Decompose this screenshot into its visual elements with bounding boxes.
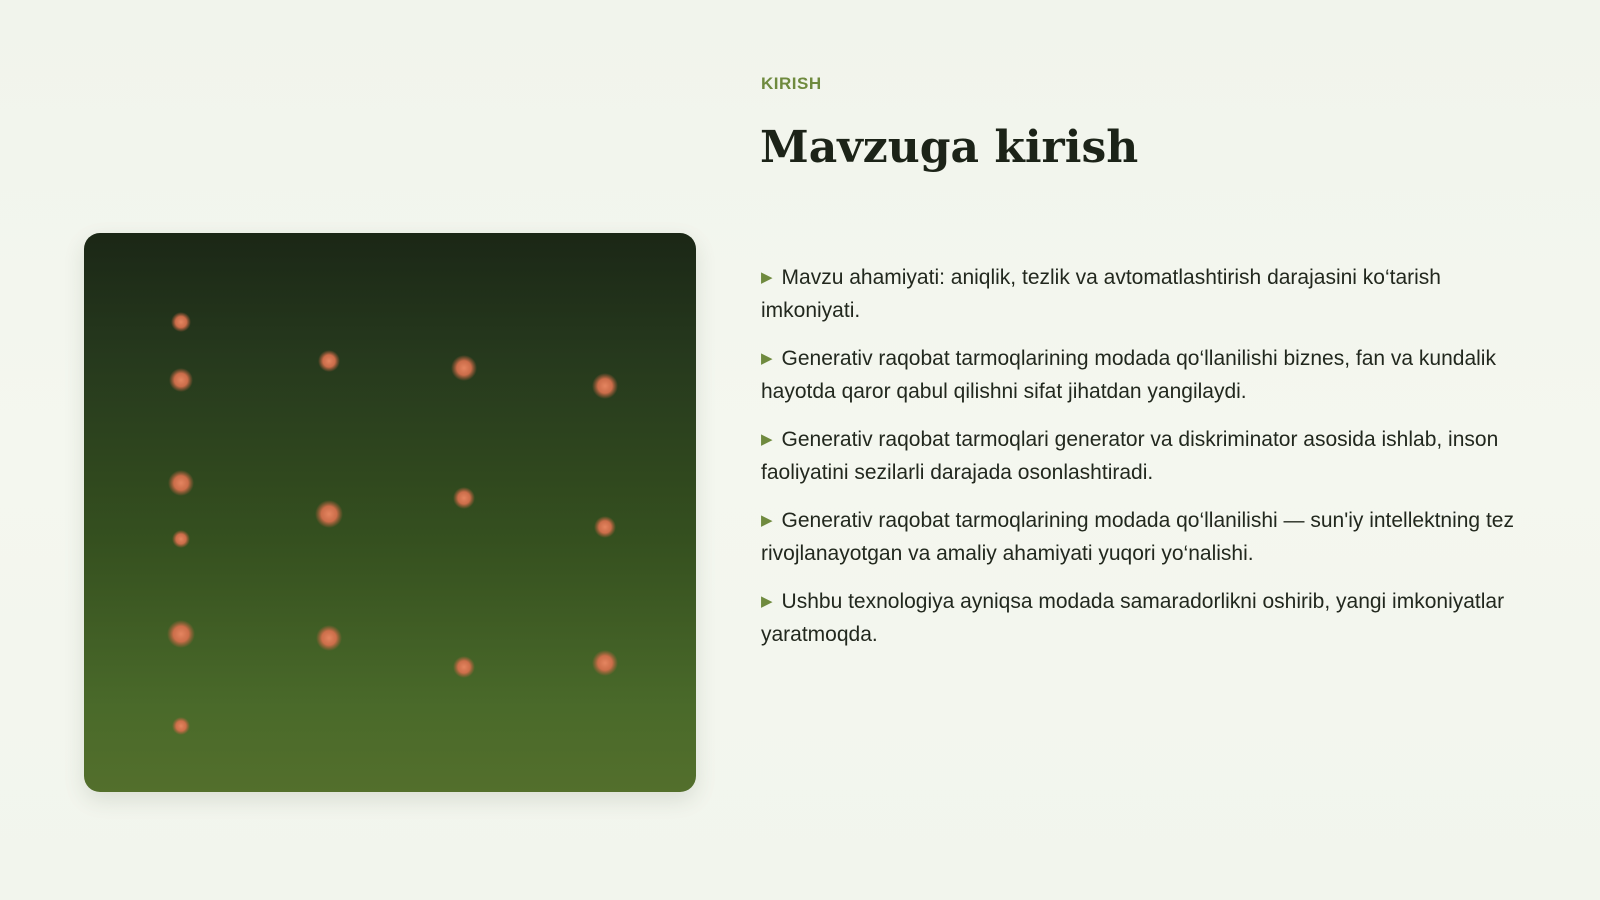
network-node <box>169 368 193 392</box>
network-node <box>172 530 190 548</box>
neural-network-illustration <box>84 233 696 792</box>
network-node <box>453 487 475 509</box>
bullet-item <box>761 262 1521 326</box>
triangle-right-icon: ▶ <box>761 431 773 448</box>
network-node <box>592 373 618 399</box>
network-node <box>171 312 191 332</box>
network-node <box>318 350 340 372</box>
page-title: Mavzuga kirish <box>760 122 1139 173</box>
bullet-text: Ushbu texnologiya ayniqsa modada samaradorlikni oshirib, yangi imkoniyatlar yaratmoqda. <box>761 590 1505 646</box>
triangle-right-icon: ▶ <box>761 593 773 610</box>
network-node <box>592 650 618 676</box>
network-node <box>172 717 190 735</box>
bullet-text: Generativ raqobat tarmoqlari generator va diskriminator asosida ishlab, inson faoliyatini sezilarli darajada osonlashtiradi. <box>761 428 1499 484</box>
bullet-item <box>761 424 1521 488</box>
bullet-item <box>761 586 1521 650</box>
bullet-item <box>761 343 1521 407</box>
network-node <box>167 620 195 648</box>
section-label: KIRISH <box>761 74 822 93</box>
network-node <box>453 656 475 678</box>
network-node <box>315 500 343 528</box>
network-nodes-graphic <box>84 233 696 792</box>
bullet-text: Generativ raqobat tarmoqlarining modada qo‘llanilishi biznes, fan va kundalik hayotda qaror qabul qilishni sifat jihatdan yangilaydi. <box>761 347 1496 403</box>
bullet-list <box>761 262 1521 667</box>
bullet-text: Generativ raqobat tarmoqlarining modada qo‘llanilishi — sun'iy intellektning tez rivojlanayotgan va amaliy ahamiyati yuqori yo‘nalishi. <box>761 509 1514 565</box>
bullet-item <box>761 505 1521 569</box>
triangle-right-icon: ▶ <box>761 512 773 529</box>
network-node <box>316 625 342 651</box>
network-node <box>168 470 194 496</box>
bullet-text: Mavzu ahamiyati: aniqlik, tezlik va avtomatlashtirish darajasini ko‘tarish imkoniyati. <box>761 266 1441 322</box>
triangle-right-icon: ▶ <box>761 350 773 367</box>
network-node <box>594 516 616 538</box>
triangle-right-icon: ▶ <box>761 269 773 286</box>
network-node <box>451 355 477 381</box>
